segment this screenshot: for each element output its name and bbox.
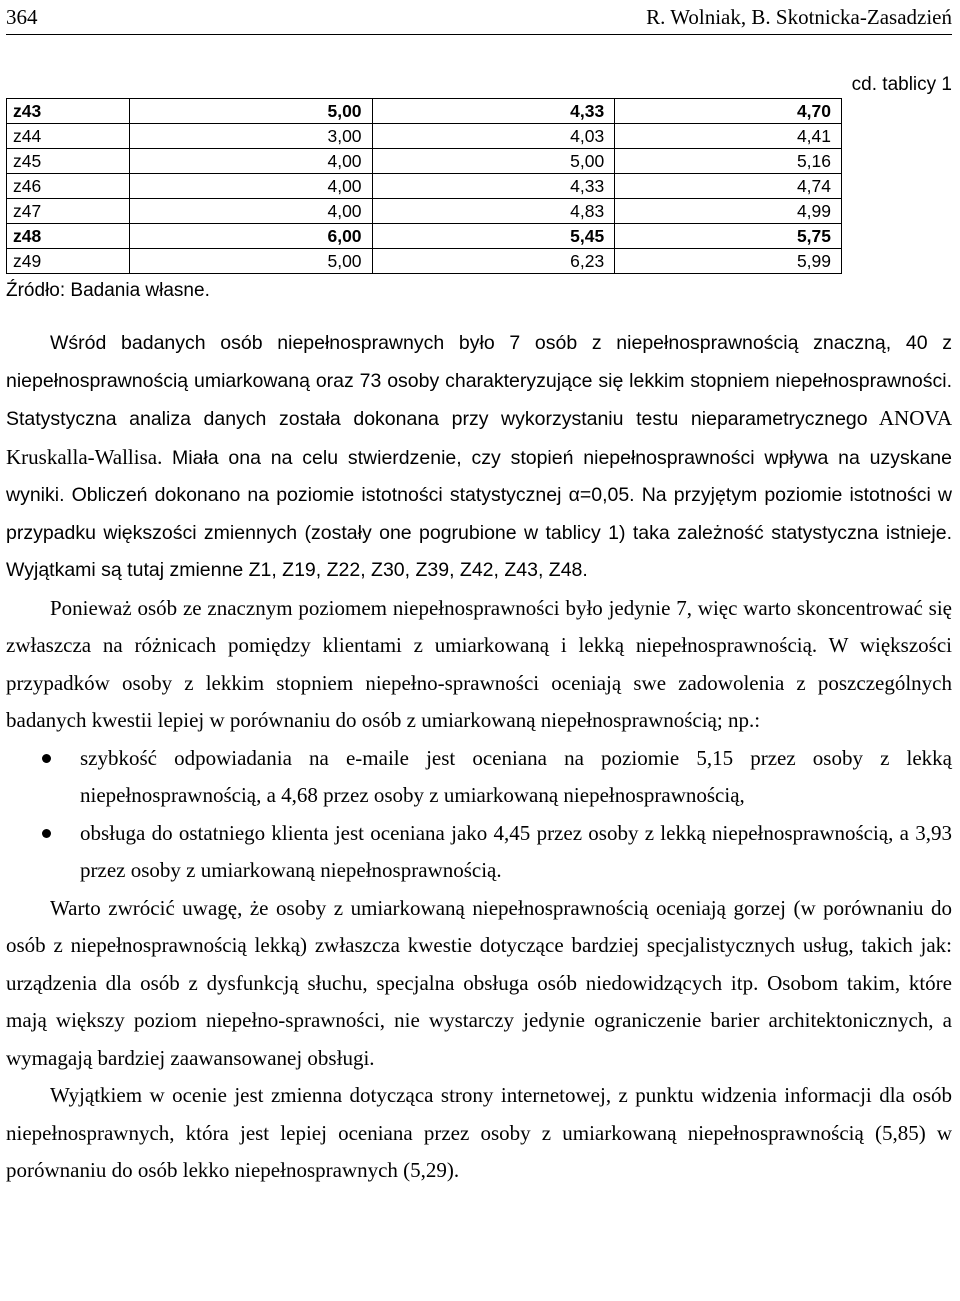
row-value: 5,00: [372, 149, 615, 174]
paragraph-3: Warto zwrócić uwagę, że osoby z umiarkowaną niepełnosprawnością oceniają gorzej (w porównaniu do osób z niepełnosprawnością lekką) zwłaszcza kwestie dotyczące bardziej specjalistycznych usług, takich jak: urządzenia dla osób z dysfunkcją słuchu, specjalna obsługa osób niedowidzących itp. Osobom takim, które mają większy poziom niepełno-sprawności, nie wystarczy jedynie ograniczenie barier architektonicznych, a wymagają bardziej zaawansowanej obsługi.: [6, 895, 952, 1070]
table-caption: cd. tablicy 1: [851, 74, 952, 95]
row-value: 4,33: [372, 174, 615, 199]
table-row: [7, 174, 842, 199]
table-row: [7, 99, 842, 124]
row-label: z46: [7, 174, 130, 199]
row-value: 5,16: [615, 149, 842, 174]
bullet-item: [6, 740, 952, 815]
row-value: 3,00: [129, 124, 372, 149]
row-value: 4,03: [372, 124, 615, 149]
bullet-text: obsługa do ostatniego klienta jest oceniana jako 4,45 przez osoby z lekką niepełnosprawnością, a 3,93 przez osoby z umiarkowaną niepełnosprawnością.: [80, 820, 952, 882]
row-value: 6,00: [129, 224, 372, 249]
bullet-item: [6, 815, 952, 890]
table-row: [7, 199, 842, 224]
paragraph-4: Wyjątkiem w ocenie jest zmienna dotycząca strony internetowej, z punktu widzenia informacji dla osób niepełnosprawnych, która jest lepiej oceniana przez osoby z umiarkowaną niepełnosprawnością (5,85) w porównaniu do osób lekko niepełnosprawnych (5,29).: [6, 1083, 952, 1182]
row-label: z43: [7, 99, 130, 124]
bullet-icon: [42, 829, 51, 838]
row-value: 4,41: [615, 124, 842, 149]
results-table: [6, 98, 842, 274]
paragraph-2: Ponieważ osób ze znacznym poziomem niepełnosprawności było jedynie 7, więc warto skoncentrować się zwłaszcza na różnicach pomiędzy klientami z umiarkowaną i lekką niepełnosprawnością. W większości przypadków osoby z lekkim stopniem niepełno-sprawności oceniają swe zadowolenia z poszczególnych badanych kwestii lepiej w porównaniu do osób z umiarkowaną niepełnosprawnością; np.:: [6, 595, 952, 732]
paragraph-1: [6, 325, 952, 590]
row-value: 5,75: [615, 224, 842, 249]
results-table-body: [7, 99, 842, 274]
row-label: z49: [7, 249, 130, 274]
row-label: z44: [7, 124, 130, 149]
row-value: 4,00: [129, 174, 372, 199]
row-value: 4,00: [129, 149, 372, 174]
table-row: [7, 224, 842, 249]
row-value: 4,00: [129, 199, 372, 224]
row-value: 6,23: [372, 249, 615, 274]
running-head: R. Wolniak, B. Skotnicka-Zasadzień: [646, 5, 952, 29]
row-value: 4,83: [372, 199, 615, 224]
paragraph-1-part-c: Miała ona na celu stwierdzenie, czy stopień niepełnosprawności wpływa na uzyskane wyniki. Obliczeń dokonano na poziomie istotności statystycznej α=0,05. Na przyjętym poziomie istotności w przypadku większości zmiennych (zostały one pogrubione w tablicy 1) taka zależność statystyczna istnieje. Wyjątkami są tutaj zmienne Z1, Z19, Z22, Z30, Z39, Z42, Z43, Z48.: [6, 446, 953, 581]
table-row: [7, 249, 842, 274]
row-value: 4,99: [615, 199, 842, 224]
table-row: [7, 149, 842, 174]
bullet-icon: [42, 754, 51, 763]
row-value: 4,74: [615, 174, 842, 199]
table-source: Źródło: Badania własne.: [6, 280, 210, 301]
bullet-list: [6, 740, 952, 890]
row-value: 4,33: [372, 99, 615, 124]
row-label: z47: [7, 199, 130, 224]
row-value: 4,70: [615, 99, 842, 124]
table-row: [7, 124, 842, 149]
paragraph-1-part-b: ANOVA Kruskalla-Wallisa.: [6, 406, 952, 469]
bullet-text: szybkość odpowiadania na e-maile jest oceniana na poziomie 5,15 przez osoby z lekką niepełnosprawnością, a 4,68 przez osoby z umiarkowaną niepełnosprawnością,: [80, 745, 952, 807]
row-value: 5,00: [129, 99, 372, 124]
row-label: z45: [7, 149, 130, 174]
row-value: 5,00: [129, 249, 372, 274]
page-header: [6, 0, 952, 35]
paragraph-1-part-a: Wśród badanych osób niepełnosprawnych było 7 osób z niepełnosprawnością znaczną, 40 z niepełnosprawnością umiarkowaną oraz 73 osoby charakteryzujące się lekkim stopniem niepełnosprawności. Statystyczna analiza danych została dokonana przy wykorzystaniu testu nieparametrycznego: [6, 332, 952, 430]
page-number: 364: [6, 5, 38, 29]
row-value: 5,45: [372, 224, 615, 249]
row-label: z48: [7, 224, 130, 249]
article-body: [6, 325, 952, 1190]
row-value: 5,99: [615, 249, 842, 274]
